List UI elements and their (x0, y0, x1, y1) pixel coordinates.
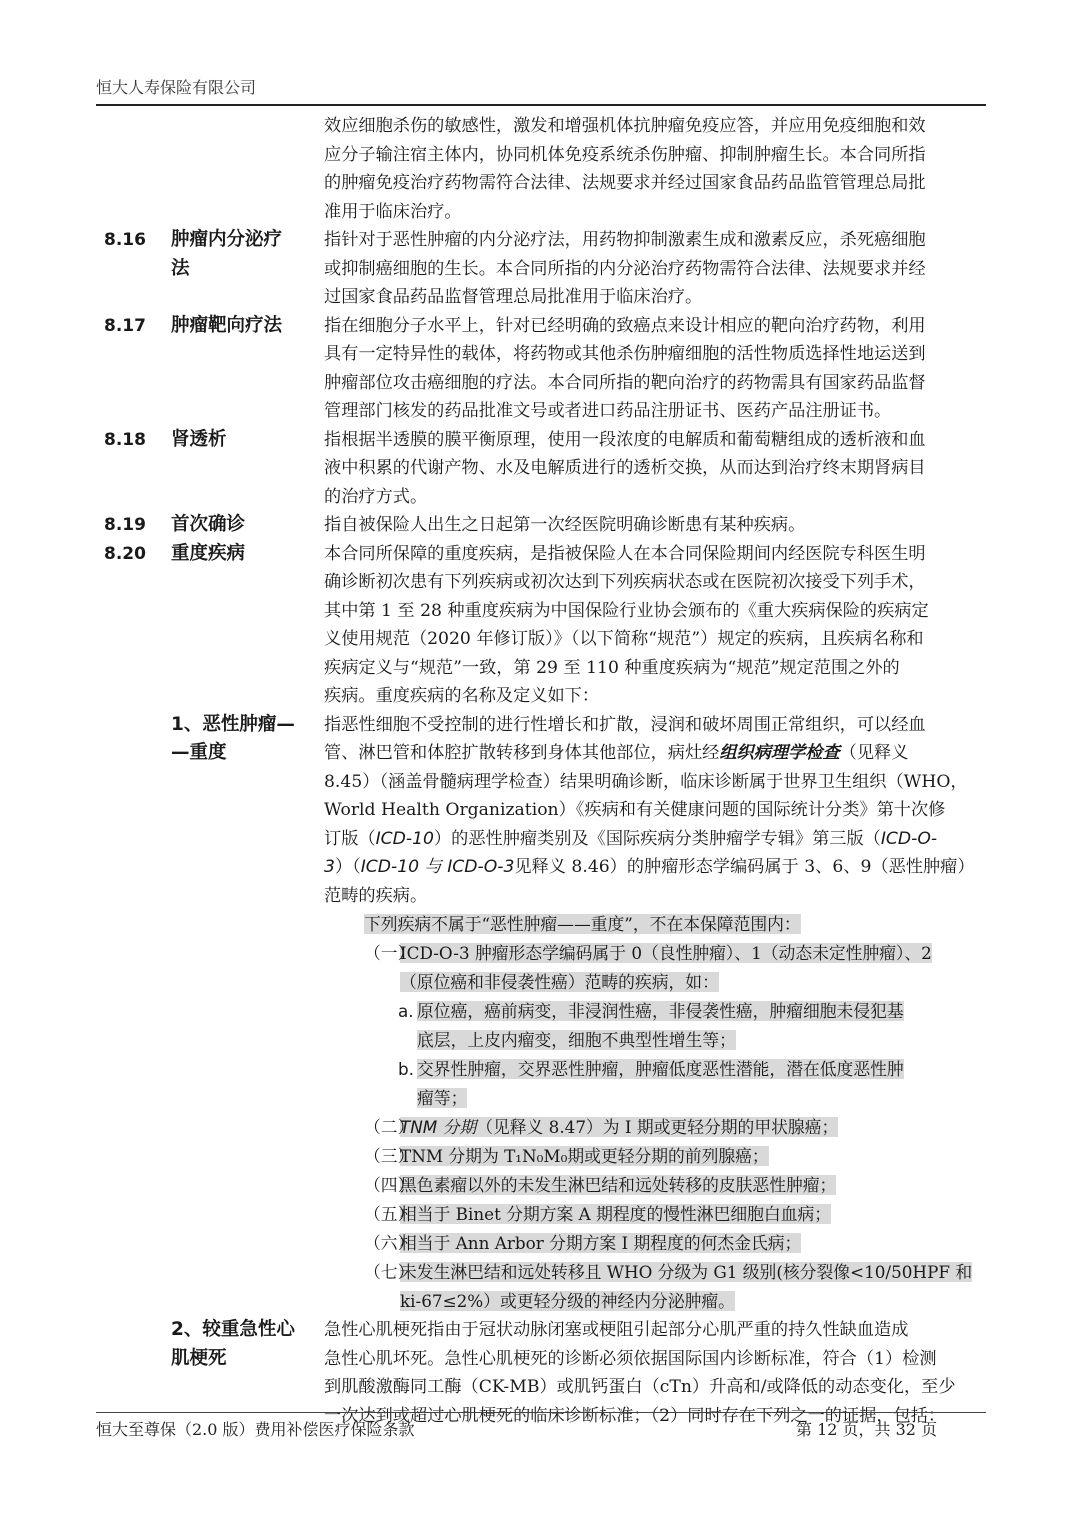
page-footer (96, 1412, 986, 1447)
text-span: 订版（ (324, 828, 376, 849)
term-line: 肾透析 (171, 428, 227, 450)
text-line: 确诊断初次患有下列疾病或初次达到下列疾病状态或在医院初次接受下列手术， (324, 572, 926, 592)
clause-term (171, 540, 321, 569)
text-line: 本合同所保障的重度疾病，是指被保险人在本合同保险期间内经医院专科医生明 (324, 543, 926, 564)
exclusion-item (364, 1171, 991, 1200)
text-span: （见释义 8.47）为 I 期或更轻分期的甲状腺癌； (476, 1117, 839, 1137)
clause-number: 8.18 (104, 429, 146, 450)
term-line: 2、较重急性心 (171, 1319, 295, 1340)
page-header (96, 74, 986, 106)
term-line: 肿瘤内分泌疗 (171, 229, 283, 250)
text-line: 到肌酸激酶同工酶（CK-MB）或肌钙蛋白（cTn）升高和/或降低的动态变化，至少 (324, 1377, 956, 1397)
company-name: 恒大人寿保险有限公司 (96, 78, 257, 97)
code-term: ICD-10 (375, 828, 434, 849)
exclusion-item (364, 1200, 991, 1229)
text-line (324, 825, 991, 854)
text-line: 相当于 Binet 分期方案 A 期程度的慢性淋巴细胞白血病； (400, 1204, 832, 1224)
text-line: 相当于 Ann Arbor 分期方案 I 期程度的何杰金氏病； (400, 1233, 802, 1253)
text-line: 原位癌，癌前病变，非浸润性癌，非侵袭性癌，肿瘤细胞未侵犯基 (417, 1001, 904, 1021)
clause-number: 8.20 (104, 543, 146, 564)
term-line: 法 (171, 257, 190, 279)
clause-8-17 (96, 312, 991, 426)
clause-number: 8.17 (104, 315, 146, 336)
exclusion-item (364, 1142, 991, 1171)
text-line: 其中第 1 至 28 种重度疾病为中国保险行业协会颁布的《重大疾病保险的疾病定 (324, 600, 929, 621)
item-marker: （五） (364, 1204, 415, 1224)
clause-8-18 (96, 426, 991, 512)
text-line: 过国家食品药品监督管理总局批准用于临床治疗。 (324, 287, 703, 307)
continuation-paragraph (96, 112, 991, 226)
disease-malignant-tumor (96, 711, 991, 911)
term-line: 肌梗死 (171, 1347, 227, 1369)
clause-8-20 (96, 540, 991, 711)
text-line: 指根据半透膜的膜平衡原理，使用一段浓度的电解质和葡萄糖组成的透析液和血 (324, 429, 926, 450)
text-span: 见释义 8.46）的肿瘤形态学编码属于 3、6、9（恶性肿瘤） (514, 857, 975, 877)
text-line: 效应细胞杀伤的敏感性，激发和增强机体抗肿瘤免疫应答，并应用免疫细胞和效 (324, 116, 926, 136)
text-line: 疾病定义与“规范”一致，第 29 至 110 种重度疾病为“规范”规定范围之外的 (324, 657, 900, 678)
document-title: 恒大至尊保（2.0 版）费用补偿医疗保险条款 (96, 1420, 415, 1439)
text-span: ）的恶性肿瘤类别及《国际疾病分类肿瘤学专辑》第三版（ (433, 828, 881, 849)
item-marker: （四） (364, 1175, 415, 1195)
text-line: 急性心肌梗死指由于冠状动脉闭塞或梗阻引起部分心肌严重的持久性缺血造成 (324, 1320, 909, 1340)
item-marker: （七） (364, 1262, 415, 1282)
policy-content (96, 112, 991, 1430)
page-number: 第 12 页，共 32 页 (796, 1420, 938, 1439)
term-line: 重度疾病 (171, 542, 246, 564)
text-line: ICD-O-3 肿瘤形态学编码属于 0（良性肿瘤）、1（动态未定性肿瘤）、2 (400, 943, 932, 963)
text-line: 的肿瘤免疫治疗药物需符合法律、法规要求并经过国家食品药品监管管理总局批 (324, 173, 926, 193)
code-term: ICD-10 与 ICD-O-3 (360, 857, 515, 877)
disease-term (171, 711, 321, 768)
term-line: 肿瘤靶向疗法 (171, 314, 283, 336)
text-span: ）（ (334, 857, 361, 877)
clause-number: 8.16 (104, 230, 146, 250)
clause-term (171, 226, 321, 283)
text-line: 指针对于恶性肿瘤的内分泌疗法，用药物抑制激素生成和激素反应，杀死癌细胞 (324, 230, 926, 250)
disease-term (171, 1316, 321, 1373)
exclusion-subitem (364, 997, 991, 1055)
term-link: TNM 分期 (400, 1117, 477, 1137)
code-term: 3 (324, 857, 335, 877)
text-span: 管、淋巴管和体腔扩散转移到身体其他部位，病灶经 (324, 743, 720, 763)
text-line: 范畴的疾病。 (324, 885, 428, 906)
text-line: 具有一定特异性的载体，将药物或其他杀伤肿瘤细胞的活性物质选择性地运送到 (324, 344, 926, 364)
text-line: World Health Organization）《疾病和有关健康问题的国际统计分类》第十次修 (324, 800, 946, 820)
clause-term (171, 312, 321, 341)
text-line: ki-67≤2%）或更轻分级的神经内分泌肿瘤。 (400, 1291, 735, 1311)
exclusion-item (364, 939, 991, 997)
text-line: 管理部门核发的药品批准文号或者进口药品注册证书、医药产品注册证书。 (324, 401, 892, 421)
item-marker: （三） (364, 1146, 415, 1166)
text-line: 应分子输注宿主体内，协同机体免疫系统杀伤肿瘤、抑制肿瘤生长。本合同所指 (324, 144, 926, 165)
text-line: 交界性肿瘤，交界恶性肿瘤，肿瘤低度恶性潜能，潜在低度恶性肿 (417, 1059, 904, 1079)
clause-number: 8.19 (104, 515, 146, 535)
code-term: ICD-O- (880, 828, 938, 849)
text-line: 底层，上皮内瘤变，细胞不典型性增生等； (417, 1030, 736, 1050)
text-line: 义使用规范（2020 年修订版）》（以下简称“规范”）规定的疾病，且疾病名称和 (324, 629, 924, 649)
clause-term (171, 511, 321, 540)
term-line: —重度 (171, 742, 227, 763)
text-line: 肿瘤部位攻击癌细胞的疗法。本合同所指的靶向治疗的药物需具有国家药品监督 (324, 372, 926, 393)
text-line (324, 853, 991, 882)
text-line: 疾病。重度疾病的名称及定义如下： (324, 686, 600, 706)
exclusion-item (364, 1258, 991, 1316)
text-line (324, 739, 991, 768)
exclusion-heading: 下列疾病不属于“恶性肿瘤——重度”，不在本保障范围内： (364, 914, 801, 934)
text-line: （原位癌和非侵袭性癌）范畴的疾病，如： (400, 972, 719, 992)
text-span: （见释义 (839, 743, 909, 763)
item-marker: （六） (364, 1233, 415, 1253)
text-line: 一次达到或超过心肌梗死的临床诊断标准；（2）同时存在下列之一的证据，包括： (324, 1405, 946, 1426)
text-line: 或抑制癌细胞的生长。本合同所指的内分泌治疗药物需符合法律、法规要求并经 (324, 258, 926, 279)
term-line: 首次确诊 (171, 514, 246, 535)
text-line: 指恶性细胞不受控制的进行性增长和扩散，浸润和破坏周围正常组织，可以经血 (324, 714, 926, 735)
item-marker: （一） (364, 943, 415, 963)
clause-8-16 (96, 226, 991, 312)
exclusion-item (364, 1113, 991, 1142)
text-line: 瘤等； (417, 1088, 468, 1108)
text-line: 未发生淋巴结和远处转移且 WHO 分级为 G1 级别(核分裂像<10/50HPF 和 (400, 1262, 973, 1282)
clause-term (171, 426, 321, 455)
exclusion-list (364, 910, 991, 1316)
text-line: 液中积累的代谢产物、水及电解质进行的透析交换，从而达到治疗终末期肾病目 (324, 458, 926, 478)
text-line: TNM 分期为 T₁N₀M₀期或更轻分期的前列腺癌； (400, 1146, 769, 1166)
item-marker: a. (398, 1001, 414, 1021)
text-line: 急性心肌坏死。急性心肌梗死的诊断必须依据国际国内诊断标准，符合（1）检测 (324, 1348, 937, 1369)
term-link: 组织病理学检查 (719, 743, 840, 763)
text-line: 指自被保险人出生之日起第一次经医院明确诊断患有某种疾病。 (324, 515, 806, 535)
item-marker: b. (398, 1059, 414, 1079)
text-line: 的治疗方式。 (324, 486, 428, 507)
item-marker: （二） (364, 1117, 415, 1137)
text-line: 指在细胞分子水平上，针对已经明确的致癌点来设计相应的靶向治疗药物，利用 (324, 315, 926, 336)
text-line: 8.45）（涵盖骨髓病理学检查）结果明确诊断，临床诊断属于世界卫生组织（WHO， (324, 771, 968, 792)
term-line: 1、恶性肿瘤— (171, 713, 295, 735)
exclusion-subitem (364, 1055, 991, 1113)
text-line: 准用于临床治疗。 (324, 201, 462, 222)
exclusion-item (364, 1229, 991, 1258)
text-line: 黑色素瘤以外的未发生淋巴结和远处转移的皮肤恶性肿瘤； (400, 1175, 837, 1195)
clause-8-19 (96, 511, 991, 540)
